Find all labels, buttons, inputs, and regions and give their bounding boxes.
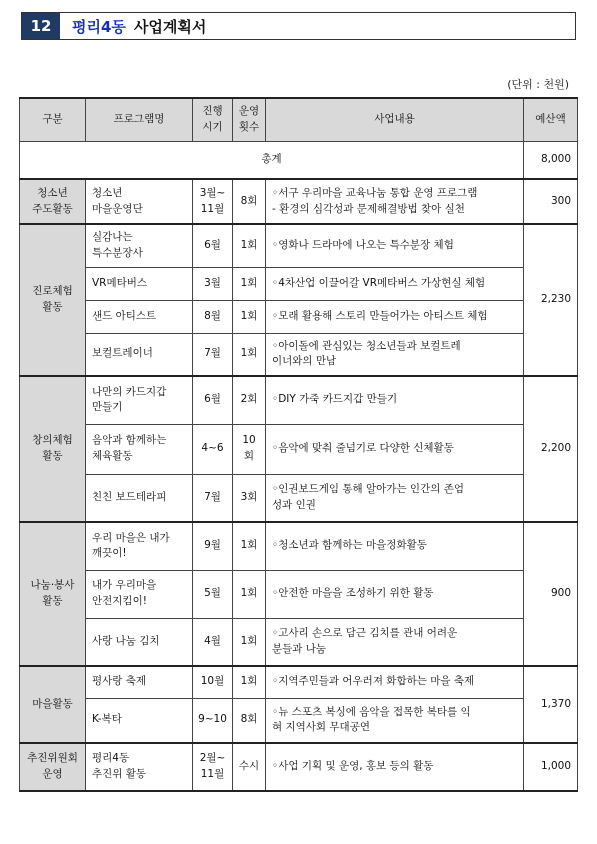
period-cell: 3월~ 11월 [193, 179, 233, 224]
content-cell: ◦지역주민들과 어우러져 화합하는 마을 축제 [266, 666, 524, 698]
budget-cell: 1,370 [524, 666, 578, 743]
program-name: K-복타 [86, 698, 193, 743]
program-name: 샌드 아티스트 [86, 300, 193, 333]
period-cell: 4월 [193, 618, 233, 666]
table-row [20, 300, 578, 333]
category-cell: 청소년 주도활동 [20, 179, 86, 224]
content-cell: ◦서구 우리마을 교육나눔 통합 운영 프로그램 - 환경의 심각성과 문제해결방법 찾아 실천 [266, 179, 524, 224]
category-cell: 진로체험 활동 [20, 224, 86, 376]
program-name: 평리4동 추진위 활동 [86, 743, 193, 791]
content-cell: ◦영화나 드라마에 나오는 특수분장 체험 [266, 224, 524, 267]
program-name: 나만의 카드지갑 만들기 [86, 376, 193, 424]
table-row [20, 333, 578, 376]
table-row [20, 376, 578, 424]
period-cell: 5월 [193, 570, 233, 618]
period-cell: 9월 [193, 522, 233, 570]
title-bar [21, 12, 576, 40]
total-amount: 8,000 [524, 141, 578, 179]
header-count: 운영 횟수 [233, 98, 266, 141]
category-cell: 마을활동 [20, 666, 86, 743]
budget-cell: 2,200 [524, 376, 578, 522]
count-cell: 2회 [233, 376, 266, 424]
count-cell: 1회 [233, 570, 266, 618]
content-cell: ◦청소년과 함께하는 마을정화활동 [266, 522, 524, 570]
program-name: 내가 우리마을 안전지킴이! [86, 570, 193, 618]
table-row [20, 179, 578, 224]
header-program: 프로그램명 [86, 98, 193, 141]
content-cell: ◦뉴 스포츠 복싱에 음악을 접목한 복타를 익 혀 지역사회 무대공연 [266, 698, 524, 743]
total-label: 총계 [20, 141, 524, 179]
count-cell: 10 회 [233, 424, 266, 474]
period-cell: 9~10 [193, 698, 233, 743]
count-cell: 8회 [233, 179, 266, 224]
period-cell: 2월~ 11월 [193, 743, 233, 791]
budget-cell: 300 [524, 179, 578, 224]
content-cell: ◦사업 기획 및 운영, 홍보 등의 활동 [266, 743, 524, 791]
budget-cell: 1,000 [524, 743, 578, 791]
program-name: 평사랑 축제 [86, 666, 193, 698]
program-name: 음악과 함께하는 체육활동 [86, 424, 193, 474]
content-cell: ◦안전한 마을을 조성하기 위한 활동 [266, 570, 524, 618]
program-name: 사랑 나눔 김치 [86, 618, 193, 666]
content-cell: ◦DIY 가죽 카드지갑 만들기 [266, 376, 524, 424]
title-dong: 평리4동 [72, 17, 126, 36]
category-cell: 나눔·봉사 활동 [20, 522, 86, 666]
program-name: 우리 마을은 내가 깨끗이! [86, 522, 193, 570]
period-cell: 7월 [193, 333, 233, 376]
header-row [20, 98, 578, 141]
table-row [20, 570, 578, 618]
total-row [20, 141, 578, 179]
budget-cell: 2,230 [524, 224, 578, 376]
table-row [20, 666, 578, 698]
count-cell: 8회 [233, 698, 266, 743]
program-name: 실감나는 특수분장사 [86, 224, 193, 267]
table-row [20, 618, 578, 666]
table-row [20, 474, 578, 522]
period-cell: 7월 [193, 474, 233, 522]
period-cell: 4~6 [193, 424, 233, 474]
period-cell: 8월 [193, 300, 233, 333]
content-cell: ◦모래 활용해 스토리 만들어가는 아티스트 체험 [266, 300, 524, 333]
category-cell: 창의체험 활동 [20, 376, 86, 522]
program-name: 친친 보드테라피 [86, 474, 193, 522]
section-number: 12 [22, 13, 60, 39]
count-cell: 1회 [233, 224, 266, 267]
count-cell: 1회 [233, 666, 266, 698]
header-content: 사업내용 [266, 98, 524, 141]
title-text: 사업계획서 [133, 17, 207, 36]
period-cell: 6월 [193, 224, 233, 267]
count-cell: 1회 [233, 522, 266, 570]
table-row [20, 224, 578, 267]
program-name: 보컬트레이너 [86, 333, 193, 376]
category-cell: 추진위원회 운영 [20, 743, 86, 791]
budget-cell: 900 [524, 522, 578, 666]
table-row [20, 267, 578, 300]
header-period: 진행 시기 [193, 98, 233, 141]
table-row [20, 424, 578, 474]
period-cell: 6월 [193, 376, 233, 424]
period-cell: 10월 [193, 666, 233, 698]
program-name: 청소년 마을운영단 [86, 179, 193, 224]
content-cell: ◦음악에 맞춰 줄넘기로 다양한 신체활동 [266, 424, 524, 474]
table-row [20, 522, 578, 570]
period-cell: 3월 [193, 267, 233, 300]
content-cell: ◦고사리 손으로 담근 김치를 관내 어려운 분들과 나눔 [266, 618, 524, 666]
unit-label: (단위 : 천원) [507, 78, 569, 91]
program-name: VR메타버스 [86, 267, 193, 300]
count-cell: 1회 [233, 300, 266, 333]
count-cell: 3회 [233, 474, 266, 522]
content-cell: ◦인권보드게임 통해 알아가는 인간의 존엄 성과 인권 [266, 474, 524, 522]
table-row [20, 743, 578, 791]
count-cell: 1회 [233, 618, 266, 666]
count-cell: 1회 [233, 333, 266, 376]
header-budget: 예산액 [524, 98, 578, 141]
plan-table [19, 97, 578, 792]
count-cell: 수시 [233, 743, 266, 791]
table-row [20, 698, 578, 743]
count-cell: 1회 [233, 267, 266, 300]
content-cell: ◦4차산업 이끌어갈 VR메타버스 가상현실 체험 [266, 267, 524, 300]
header-category: 구분 [20, 98, 86, 141]
content-cell: ◦아이돌에 관심있는 청소년들과 보컬트레 이너와의 만남 [266, 333, 524, 376]
